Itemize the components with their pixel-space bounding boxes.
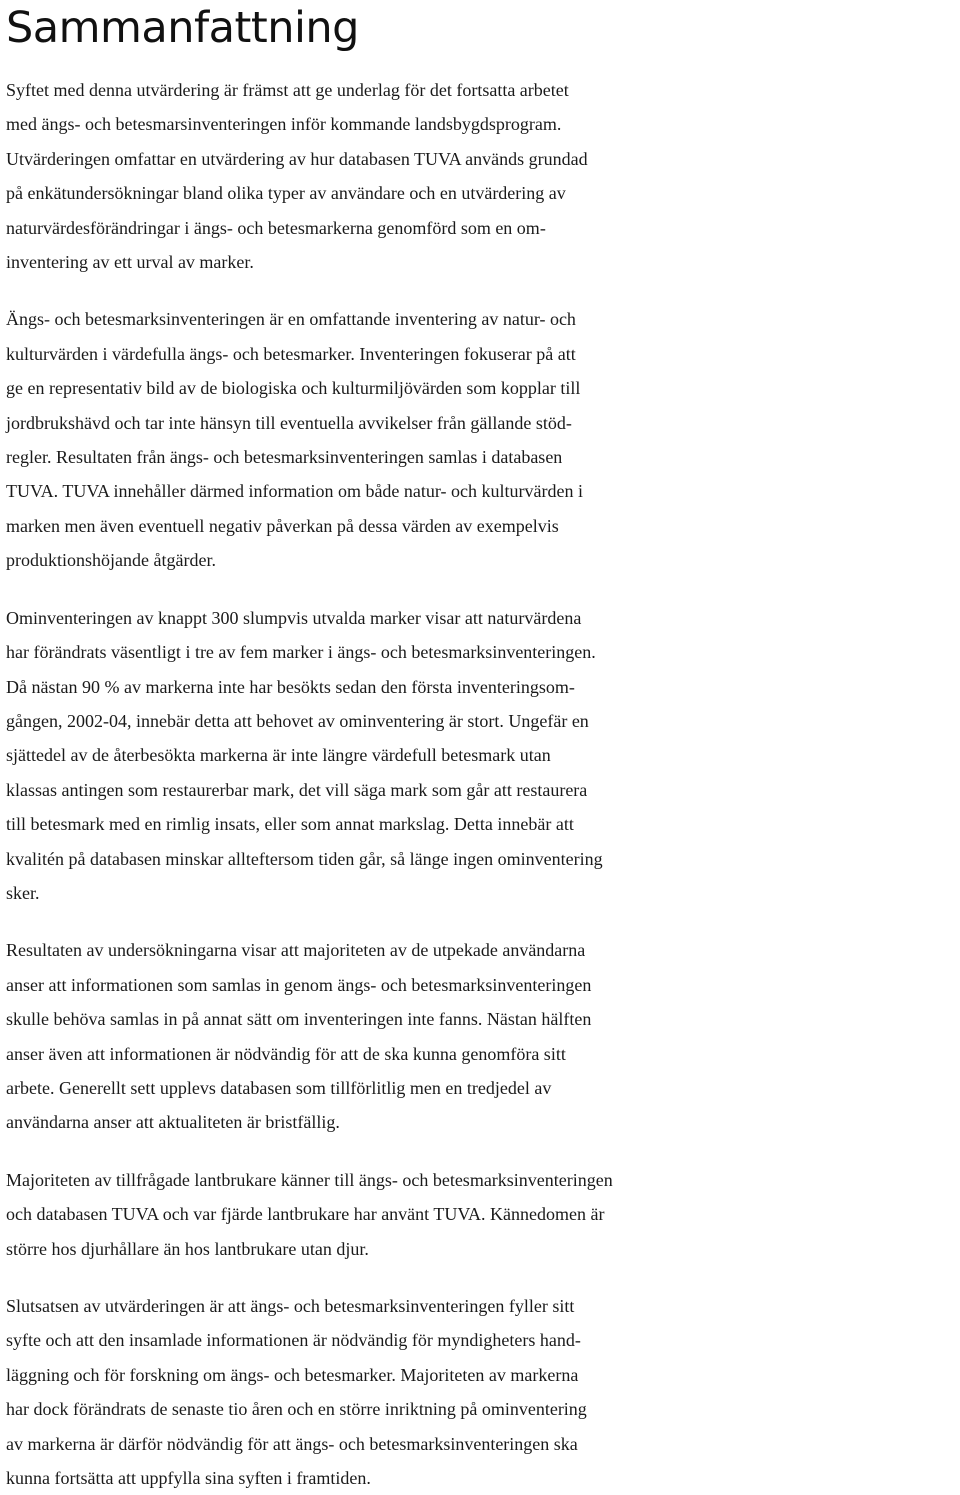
paragraph-4 bbox=[6, 933, 958, 1139]
paragraph-line: Slutsatsen av utvärderingen är att ängs- och betesmarksinventeringen fyller sitt bbox=[6, 1296, 575, 1316]
paragraph-line: större hos djurhållare än hos lantbrukare utan djur. bbox=[6, 1238, 369, 1259]
paragraph-line: Då nästan 90 % av markerna inte har besökts sedan den första inventeringsom- bbox=[6, 676, 575, 697]
paragraph-line: har förändrats väsentligt i tre av fem marker i ängs- och betesmarksinventeringen. bbox=[6, 642, 596, 663]
paragraph-line: har dock förändrats de senaste tio åren och en större inriktning på ominventering bbox=[6, 1399, 587, 1420]
paragraph-line: kunna fortsätta att uppfylla sina syften i framtiden. bbox=[6, 1468, 371, 1489]
paragraph-line: Ängs- och betesmarksinventeringen är en omfattande inventering av natur- och bbox=[6, 309, 576, 330]
paragraph-line: av markerna är därför nödvändig för att ängs- och betesmarksinventeringen ska bbox=[6, 1433, 578, 1454]
paragraph-line: klassas antingen som restaurerbar mark, det vill säga mark som går att restaurera bbox=[6, 779, 588, 800]
paragraph-line: anser att informationen som samlas in genom ängs- och betesmarksinventeringen bbox=[6, 974, 592, 995]
paragraph-line: regler. Resultaten från ängs- och betesmarksinventeringen samlas i databasen bbox=[6, 447, 563, 468]
paragraph-line: TUVA. TUVA innehåller därmed information om både natur- och kulturvärden i bbox=[6, 481, 584, 502]
paragraph-line: till betesmark med en rimlig insats, eller som annat markslag. Detta innebär att bbox=[6, 814, 574, 835]
paragraph-line: kvalitén på databasen minskar allteftersom tiden går, så länge ingen ominventering bbox=[6, 848, 603, 869]
paragraph-1 bbox=[6, 73, 958, 279]
paragraph-line: syfte och att den insamlade informationen är nödvändig för myndigheters hand- bbox=[6, 1330, 581, 1351]
paragraph-line: anser även att informationen är nödvändig för att de ska kunna genomföra sitt bbox=[6, 1043, 566, 1064]
paragraph-line: jordbrukshävd och tar inte hänsyn till eventuella avvikelser från gällande stöd- bbox=[6, 412, 572, 433]
paragraph-line: Resultaten av undersökningarna visar att majoriteten av de utpekade användarna bbox=[6, 940, 586, 961]
paragraph-line: inventering av ett urval av marker. bbox=[6, 252, 254, 273]
paragraph-line: Majoriteten av tillfrågade lantbrukare känner till ängs- och betesmarksinventeringen bbox=[6, 1169, 613, 1190]
paragraph-line: Ominventeringen av knappt 300 slumpvis utvalda marker visar att naturvärdena bbox=[6, 607, 582, 628]
paragraph-line: och databasen TUVA och var fjärde lantbrukare har använt TUVA. Kännedomen är bbox=[6, 1204, 605, 1225]
paragraph-line: gången, 2002-04, innebär detta att behovet av ominventering är stort. Ungefär en bbox=[6, 710, 589, 731]
paragraph-2 bbox=[6, 302, 958, 577]
paragraph-line: naturvärdesförändringar i ängs- och betesmarkerna genomförd som en om- bbox=[6, 217, 546, 238]
paragraph-line: sjättedel av de återbesökta markerna är inte längre värdefull betesmark utan bbox=[6, 745, 551, 766]
paragraph-line: kulturvärden i värdefulla ängs- och betesmarker. Inventeringen fokuserar på att bbox=[6, 343, 576, 364]
paragraph-6 bbox=[6, 1289, 958, 1495]
paragraph-line: Utvärderingen omfattar en utvärdering av hur databasen TUVA används grundad bbox=[6, 148, 588, 169]
paragraph-line: arbete. Generellt sett upplevs databasen som tillförlitlig men en tredjedel av bbox=[6, 1077, 552, 1098]
paragraph-line: Syftet med denna utvärdering är främst att ge underlag för det fortsatta arbetet bbox=[6, 80, 569, 100]
paragraph-5 bbox=[6, 1163, 958, 1266]
paragraph-line: produktionshöjande åtgärder. bbox=[6, 550, 216, 571]
paragraph-line: läggning och för forskning om ängs- och betesmarker. Majoriteten av markerna bbox=[6, 1364, 579, 1385]
paragraph-line: ge en representativ bild av de biologiska och kulturmiljövärden som kopplar till bbox=[6, 378, 581, 399]
paragraph-line: användarna anser att aktualiteten är bristfällig. bbox=[6, 1112, 340, 1133]
paragraph-line: sker. bbox=[6, 882, 40, 903]
paragraph-line: på enkätundersökningar bland olika typer av användare och en utvärdering av bbox=[6, 183, 566, 204]
paragraph-3 bbox=[6, 601, 958, 911]
paragraph-line: marken men även eventuell negativ påverkan på dessa värden av exempelvis bbox=[6, 515, 559, 536]
document-page bbox=[6, 0, 958, 1495]
paragraph-line: med ängs- och betesmarsinventeringen inför kommande landsbygdsprogram. bbox=[6, 114, 562, 135]
paragraph-line: skulle behöva samlas in på annat sätt om inventeringen inte fanns. Nästan hälften bbox=[6, 1009, 592, 1030]
page-title: Sammanfattning bbox=[6, 3, 359, 53]
